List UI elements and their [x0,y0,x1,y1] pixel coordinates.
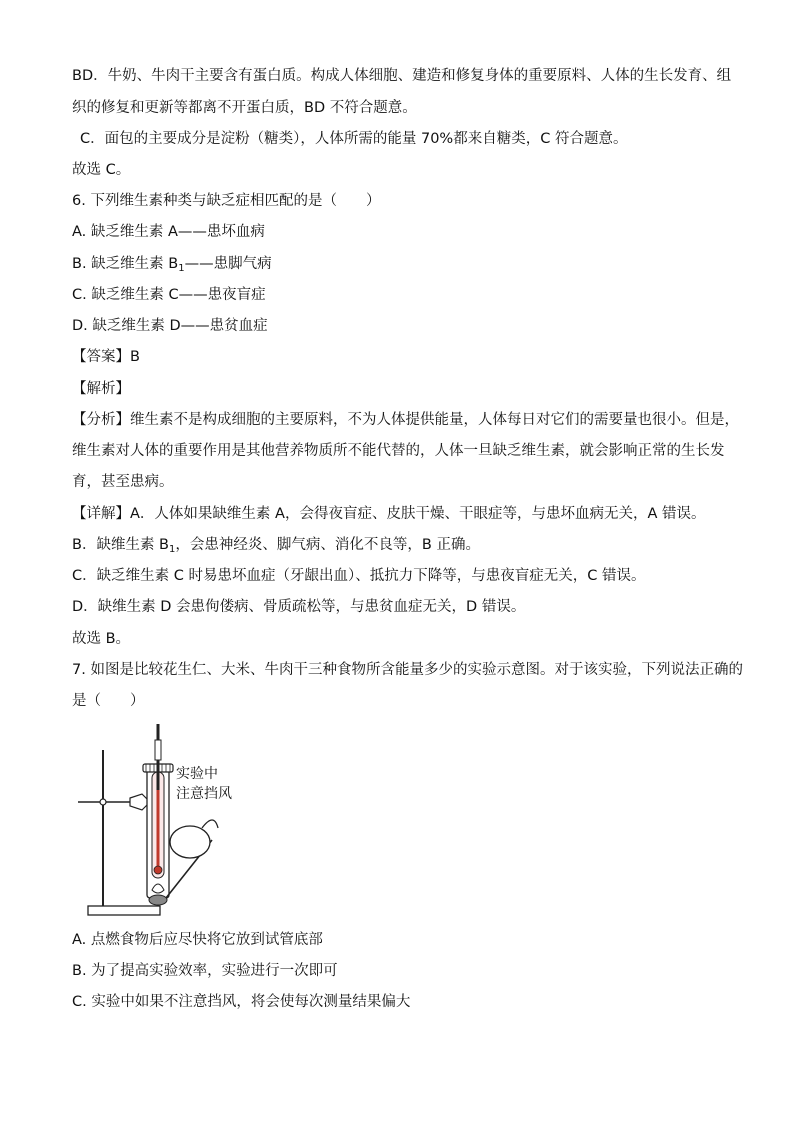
q6-option-b-post: ——患脚气病 [184,256,272,272]
apparatus-diagram [72,720,262,925]
q6-option-b [72,254,272,279]
figure-label-line-1: 实验中 [176,766,218,782]
q7-option-c: C. 实验中如果不注意挡风，将会使每次测量结果偏大 [72,994,411,1010]
answer-value: B [130,349,140,365]
fenxi-text-1: 维生素不是构成细胞的主要原料，不为人体提供能量，人体每日对它们的需要量也很小。但是， [130,412,739,428]
question-6-stem: 6. 下列维生素种类与缺乏症相匹配的是（ ） [72,193,381,209]
xj-b-sub: 1 [169,544,176,555]
guard-disk [170,826,210,858]
xiangjie-tag: 【详解】 [72,506,130,522]
fenxi-tag: 【分析】 [72,412,130,428]
text-bd-1: BD．牛奶、牛肉干主要含有蛋白质。构成人体细胞、建造和修复身体的重要原料、人体的生长发育、组 [72,68,732,84]
figure-label-line-2: 注意挡风 [176,786,232,802]
thermometer-stopper [155,740,161,760]
q7-option-b: B. 为了提高实验效率，实验进行一次即可 [72,963,338,979]
analysis-tag: 【解析】 [72,381,130,397]
q6-option-d: D. 缺乏维生素 D——患贫血症 [72,318,268,334]
text-bd-2: 织的修复和更新等都离不开蛋白质，BD 不符合题意。 [72,100,417,116]
xj-b-pre: B．缺维生素 B [72,537,170,553]
answer-tag: 【答案】 [72,349,130,365]
text-c-explanation: C．面包的主要成分是淀粉（糖类），人体所需的能量 70%都来自糖类，C 符合题意。 [80,131,628,147]
xiangjie-a: A．人体如果缺维生素 A，会得夜盲症、皮肤干燥、干眼症等，与患坏血病无关，A 错误。 [130,506,706,522]
q6-option-a: A. 缺乏维生素 A——患坏血病 [72,224,265,240]
text-choose-b: 故选 B。 [72,631,131,647]
clamp-knob [100,799,106,805]
q6-option-c: C. 缺乏维生素 C——患夜盲症 [72,287,266,303]
xiangjie-line-d: D．缺维生素 D 会患佝偻病、骨质疏松等，与患贫血症无关，D 错误。 [72,599,526,615]
stand-base [88,906,160,915]
burning-spoon [149,895,167,905]
experiment-figure [72,720,262,925]
q7-option-a: A. 点燃食物后应尽快将它放到试管底部 [72,932,323,948]
xiangjie-line-a [72,504,705,524]
question-7-stem-1: 7. 如图是比较花生仁、大米、牛肉干三种食物所含能量多少的实验示意图。对于该实验，下列说法正确的 [72,662,743,678]
fenxi-line-1 [72,410,739,430]
spoon-hook [202,820,218,828]
fenxi-line-2: 维生素对人体的重要作用是其他营养物质所不能代替的，人体一旦缺乏维生素，就会影响正常的生长发 [72,443,725,459]
fenxi-line-3: 育，甚至患病。 [72,474,174,490]
xj-b-post: ，会患神经炎、脚气病、消化不良等，B 正确。 [175,537,480,553]
answer-line [72,347,140,367]
xiangjie-line-c: C．缺乏维生素 C 时易患坏血症（牙龈出血）、抵抗力下降等，与患夜盲症无关，C 错误。 [72,568,646,584]
question-7-stem-2: 是（ ） [72,693,145,709]
q6-option-b-pre: B. 缺乏维生素 B [72,256,179,272]
text-choose-c: 故选 C。 [72,162,131,178]
xiangjie-line-b [72,535,480,560]
thermometer-bulb [154,866,162,874]
q6-option-b-sub: 1 [178,263,185,274]
